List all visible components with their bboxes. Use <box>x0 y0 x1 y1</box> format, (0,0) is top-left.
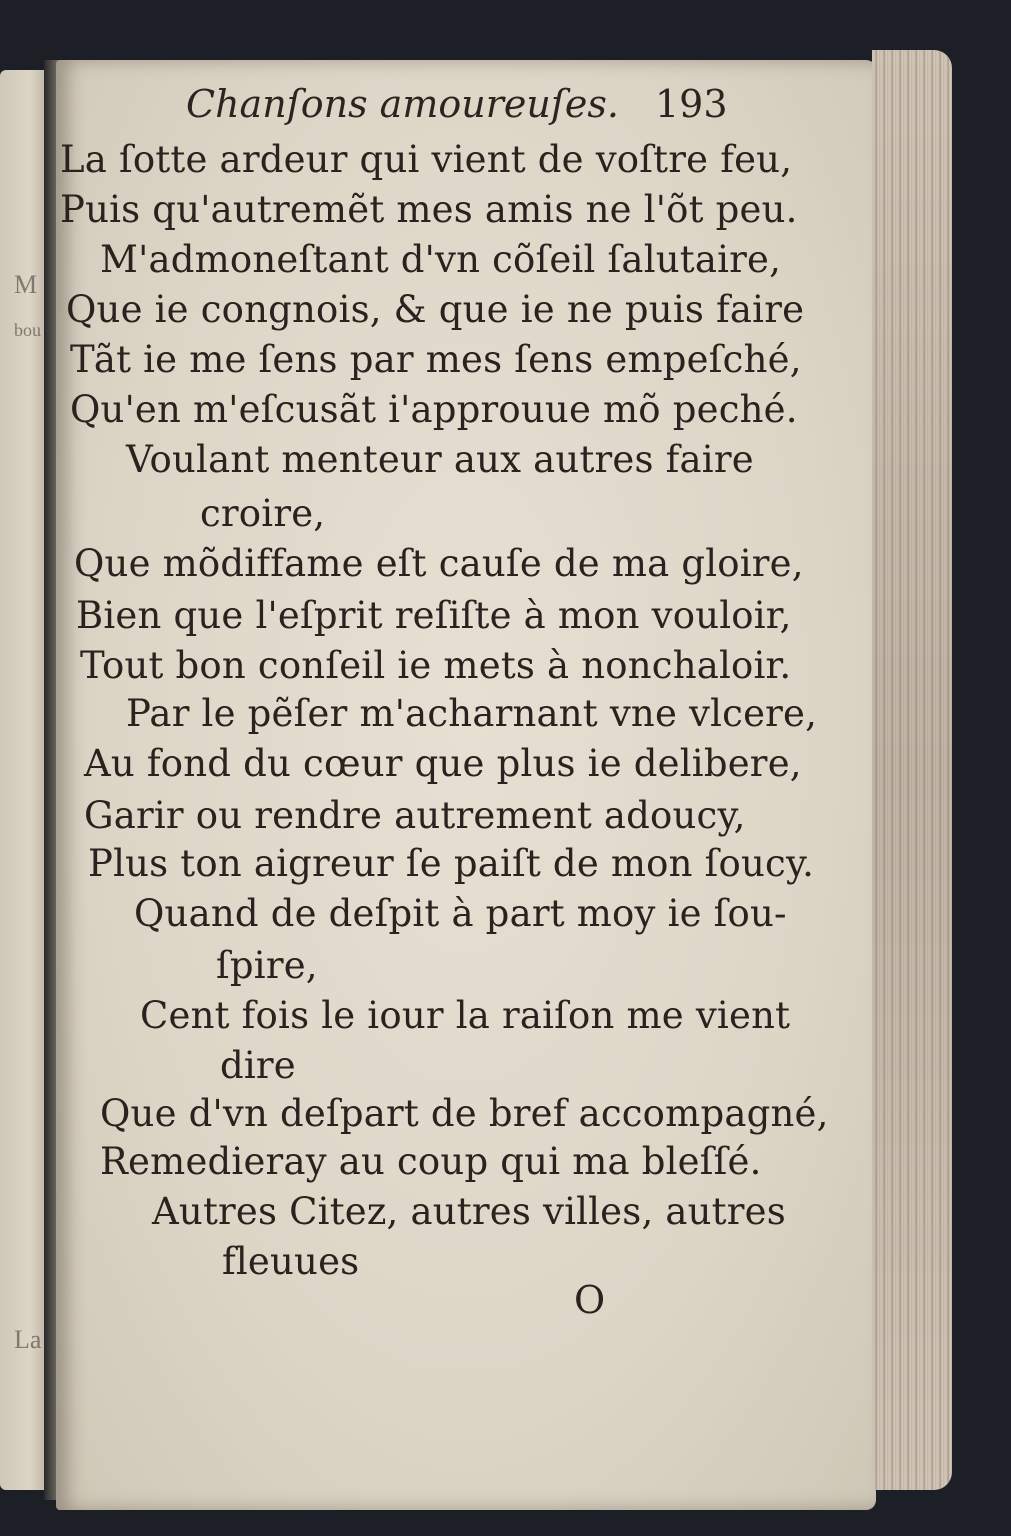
text-line: Tãt ie me ſens par mes ſens empeſché, <box>70 338 802 381</box>
text-line: Autres Citez, autres villes, autres <box>152 1190 786 1233</box>
text-line: Tout bon conſeil ie mets à nonchaloir. <box>80 644 792 687</box>
text-line: Cent fois le iour la raiſon me vient <box>140 994 791 1037</box>
text-line: Voulant menteur aux autres faire <box>126 438 754 481</box>
text-line: Garir ou rendre autrement adoucy, <box>84 794 746 837</box>
text-line: Plus ton aigreur ſe paiſt de mon ſoucy. <box>88 842 815 885</box>
text-line: Qu'en m'eſcusãt i'approuue mõ peché. <box>70 388 798 431</box>
text-line: Au fond du cœur que plus ie delibere, <box>84 742 802 785</box>
signature-mark: O <box>574 1278 606 1322</box>
facing-page-fragment: La <box>14 1325 42 1354</box>
page-number: 193 <box>655 82 728 126</box>
text-line: M'admoneſtant d'vn cõſeil ſalutaire, <box>100 238 782 281</box>
text-line: Quand de deſpit à part moy ie ſou- <box>134 892 787 935</box>
text-line: ſpire, <box>216 944 318 987</box>
text-line: Que ie congnois, & que ie ne puis faire <box>66 288 805 331</box>
facing-page-fragment: bou <box>14 320 41 340</box>
text-line: Bien que l'eſprit reſiſte à mon vouloir, <box>76 594 792 637</box>
text-line: Remedieray au coup qui ma bleſſé. <box>100 1140 762 1183</box>
text-line: fleuues <box>222 1240 360 1283</box>
facing-page-fragment: M <box>14 270 38 299</box>
text-line: dire <box>220 1044 296 1087</box>
text-line: Par le pẽſer m'acharnant vne vlcere, <box>126 692 818 735</box>
text-line: Puis qu'autremẽt mes amis ne l'õt peu. <box>60 188 798 231</box>
text-line: Que mõdiffame eſt cauſe de ma gloire, <box>74 542 804 585</box>
text-line: Que d'vn deſpart de bref accompagné, <box>100 1092 829 1135</box>
text-line: croire, <box>200 492 326 535</box>
text-line: La ſotte ardeur qui vient de voſtre feu, <box>60 138 793 181</box>
running-head: Chanſons amoureuſes. <box>186 82 619 126</box>
